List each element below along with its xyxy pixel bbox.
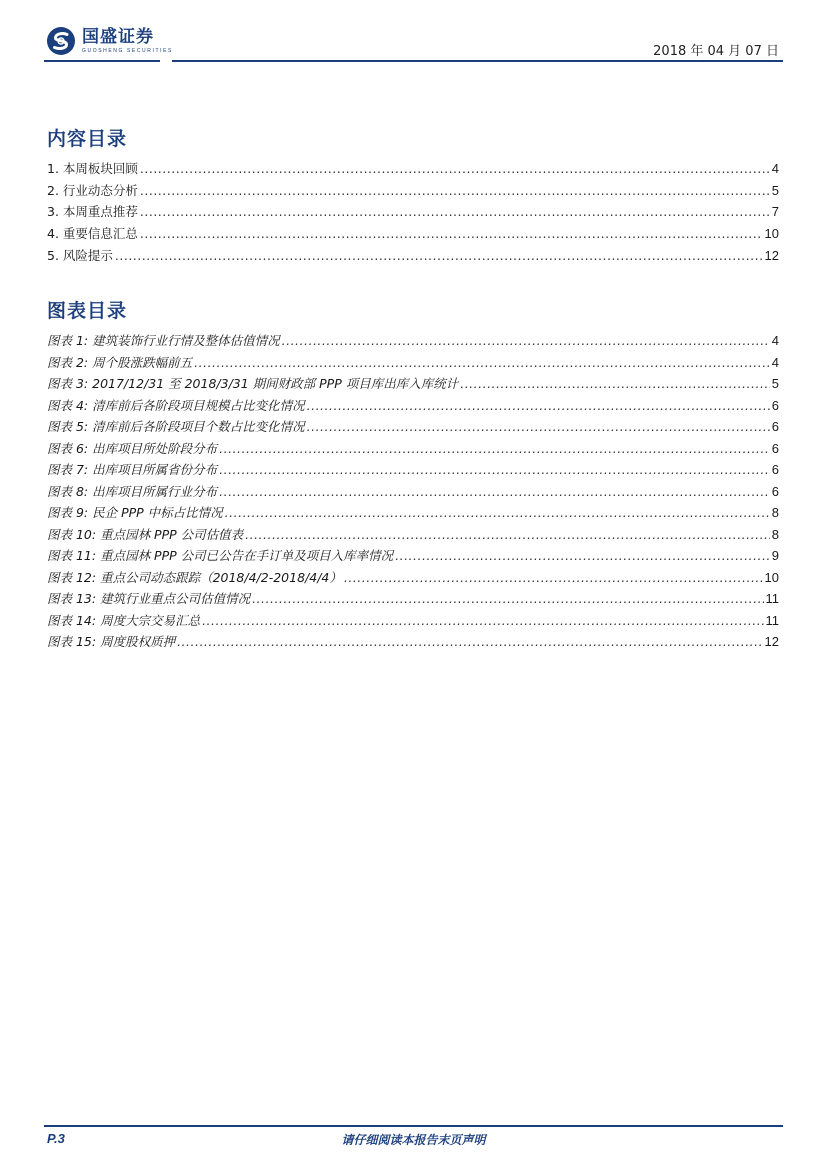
dot-leader	[460, 373, 770, 395]
figure-entry[interactable]	[47, 416, 779, 438]
figure-entry-page: 6	[771, 397, 779, 413]
figure-entry[interactable]	[47, 524, 779, 546]
figure-entry-label: 图表 7: 出库项目所属省份分布	[47, 462, 218, 477]
figure-entry-label: 图表 10: 重点园林 PPP 公司估值表	[47, 526, 244, 542]
report-date: 2018 年 04 月 07 日	[653, 44, 779, 59]
figure-entry-label: 图表 6: 出库项目所处阶段分布	[47, 440, 218, 456]
figures-title: 图表目录	[47, 300, 128, 322]
header-divider-gap	[160, 59, 172, 63]
dot-leader	[140, 223, 763, 245]
figure-entry[interactable]	[47, 330, 779, 352]
contents-entry[interactable]	[47, 180, 779, 202]
dot-leader	[177, 631, 762, 653]
contents-entry-label: 1. 本周板块回顾	[47, 161, 138, 176]
dot-leader	[245, 524, 770, 546]
contents-entry-page: 7	[771, 204, 779, 220]
logo-english-name: GUOSHENG SECURITIES	[82, 47, 173, 54]
contents-list	[47, 158, 779, 266]
figure-entry[interactable]	[47, 545, 779, 567]
figures-list	[47, 330, 779, 653]
figure-entry[interactable]	[47, 459, 779, 481]
figure-entry-label: 图表 5: 清库前后各阶段项目个数占比变化情况	[47, 419, 305, 434]
figure-entry-page: 11	[765, 612, 779, 628]
figure-entry-page: 6	[771, 462, 779, 477]
figure-entry-label: 图表 4: 清库前后各阶段项目规模占比变化情况	[47, 397, 305, 413]
dot-leader	[140, 180, 770, 202]
guosheng-logo-icon	[46, 26, 76, 56]
dot-leader	[282, 330, 770, 352]
figure-entry-page: 12	[764, 634, 779, 649]
dot-leader	[219, 481, 770, 503]
figure-entry-label: 图表 15: 周度股权质押	[47, 634, 176, 649]
dot-leader	[219, 438, 770, 460]
contents-entry[interactable]	[47, 245, 779, 267]
footer-divider	[44, 1125, 783, 1127]
figure-entry-label: 图表 9: 民企 PPP 中标占比情况	[47, 505, 223, 520]
figure-entry-page: 6	[771, 419, 779, 434]
figure-entry-page: 4	[771, 333, 779, 348]
figure-entry-label: 图表 3: 2017/12/31 至 2018/3/31 期间财政部 PPP 项目库出库入库统计	[47, 376, 459, 391]
figure-entry-page: 4	[771, 354, 779, 370]
contents-entry-label: 4. 重要信息汇总	[47, 226, 138, 242]
figure-entry[interactable]	[47, 502, 779, 524]
dot-leader	[252, 588, 763, 610]
contents-title: 内容目录	[47, 128, 128, 150]
figure-entry[interactable]	[47, 438, 779, 460]
contents-entry[interactable]	[47, 223, 779, 245]
figure-entry[interactable]	[47, 567, 779, 589]
figure-entry[interactable]	[47, 352, 779, 374]
footer-page-number: P.3	[47, 1131, 65, 1146]
figure-entry-label: 图表 8: 出库项目所属行业分布	[47, 483, 218, 499]
figure-entry-page: 5	[771, 376, 779, 391]
figure-entry-page: 11	[765, 591, 779, 606]
contents-entry-label: 3. 本周重点推荐	[47, 204, 138, 220]
dot-leader	[307, 416, 770, 438]
dot-leader	[219, 459, 770, 481]
figure-entry-label: 图表 11: 重点园林 PPP 公司已公告在手订单及项目入库率情况	[47, 548, 394, 563]
header-divider	[44, 60, 783, 62]
figure-entry[interactable]	[47, 481, 779, 503]
dot-leader	[115, 245, 763, 267]
contents-entry-label: 5. 风险提示	[47, 247, 113, 263]
figure-entry[interactable]	[47, 631, 779, 653]
figure-entry-page: 6	[771, 483, 779, 499]
figure-entry[interactable]	[47, 373, 779, 395]
figure-entry-label: 图表 1: 建筑装饰行业行情及整体估值情况	[47, 333, 280, 348]
figure-entry-page: 6	[771, 440, 779, 456]
company-logo	[46, 26, 173, 56]
dot-leader	[202, 610, 763, 632]
figure-entry-page: 8	[771, 505, 779, 520]
dot-leader	[225, 502, 770, 524]
contents-entry-label: 2. 行业动态分析	[47, 182, 138, 198]
figure-entry[interactable]	[47, 588, 779, 610]
contents-entry-page: 12	[764, 247, 779, 263]
contents-entry-page: 10	[764, 226, 779, 242]
figure-entry-label: 图表 13: 建筑行业重点公司估值情况	[47, 591, 251, 606]
figure-entry-label: 图表 14: 周度大宗交易汇总	[47, 612, 201, 628]
dot-leader	[344, 567, 763, 589]
contents-entry[interactable]	[47, 201, 779, 223]
figure-entry-label: 图表 2: 周个股涨跌幅前五	[47, 354, 193, 370]
contents-entry-page: 4	[771, 161, 779, 176]
figure-entry[interactable]	[47, 395, 779, 417]
dot-leader	[194, 352, 770, 374]
contents-entry-page: 5	[771, 182, 779, 198]
dot-leader	[395, 545, 770, 567]
dot-leader	[307, 395, 770, 417]
dot-leader	[140, 201, 770, 223]
figure-entry-label: 图表 12: 重点公司动态跟踪（2018/4/2-2018/4/4）	[47, 569, 342, 585]
figure-entry-page: 8	[771, 526, 779, 542]
figure-entry[interactable]	[47, 610, 779, 632]
dot-leader	[140, 158, 770, 180]
footer-disclaimer-note: 请仔细阅读本报告末页声明	[341, 1133, 486, 1147]
figure-entry-page: 9	[771, 548, 779, 563]
contents-entry[interactable]	[47, 158, 779, 180]
logo-chinese-name: 国盛证券	[82, 26, 154, 47]
figure-entry-page: 10	[764, 569, 779, 585]
page-header	[0, 0, 827, 62]
